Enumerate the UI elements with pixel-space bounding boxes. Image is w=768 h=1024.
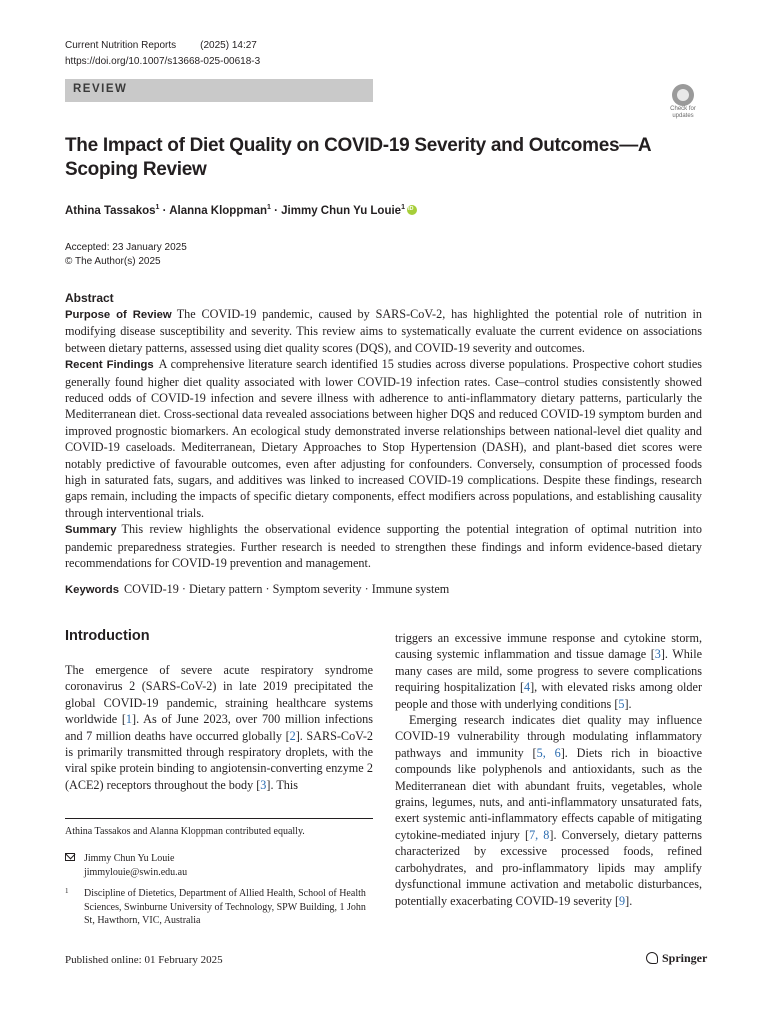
abstract-summary-text: This review highlights the observational evidence supporting the potential integration of optimal nutrition into pandemic preparedness strategies. Further research is needed to strengthen these findings and inform evidence-based dietary recommendations for COVID-19 prevention and management. bbox=[65, 522, 702, 571]
affiliation-note bbox=[65, 887, 374, 928]
footnote-divider bbox=[65, 818, 373, 819]
publisher-name: Springer bbox=[662, 951, 708, 965]
keywords bbox=[65, 582, 449, 597]
author-affiliation-mark: 1 bbox=[155, 204, 160, 211]
abstract-summary-label: Summary bbox=[65, 524, 117, 537]
accepted-date: Accepted: 23 January 2025 bbox=[65, 242, 187, 253]
orcid-icon[interactable] bbox=[407, 205, 417, 215]
text-run: ]. bbox=[624, 696, 632, 711]
citation-link[interactable]: 9 bbox=[619, 893, 626, 908]
abstract-purpose-text: The COVID-19 pandemic, caused by SARS-CoV-2, has highlighted the potential role of nutrition in modifying disease susceptibility and severity. This review aims to systematically evaluate the current evidence on associations between dietary patterns, assessed using diet quality scores (DQS), and COVID-19 severity and outcomes. bbox=[65, 307, 703, 355]
article-dates bbox=[65, 241, 187, 269]
author-name[interactable]: Athina Tassakos bbox=[65, 204, 156, 217]
corresponding-author-name: Jimmy Chun Yu Louie bbox=[84, 853, 175, 864]
copyright-notice: © The Author(s) 2025 bbox=[65, 256, 161, 267]
journal-volume: (2025) 14:27 bbox=[200, 40, 257, 51]
text-run: ], with elevated risks among older people and those with underlying conditions [ bbox=[395, 680, 702, 711]
author-affiliation-mark: 1 bbox=[401, 204, 405, 211]
journal-line bbox=[65, 40, 257, 51]
corresponding-author bbox=[65, 852, 187, 880]
article-title: The Impact of Diet Quality on COVID-19 Severity and Outcomes—A Scoping Review bbox=[65, 135, 651, 180]
intro-paragraph bbox=[395, 712, 702, 909]
abstract-body bbox=[65, 306, 702, 572]
check-for-updates-badge[interactable] bbox=[665, 84, 701, 122]
introduction-heading: Introduction bbox=[65, 628, 150, 644]
author-name[interactable]: Alanna Kloppman bbox=[169, 204, 268, 217]
abstract-purpose-label: Purpose of Review bbox=[65, 309, 172, 321]
check-updates-label: Check for updates bbox=[670, 106, 696, 119]
citation-link[interactable]: 3 bbox=[654, 647, 661, 662]
journal-name: Current Nutrition Reports bbox=[65, 40, 177, 51]
publisher-logo bbox=[646, 951, 707, 966]
keywords-text: COVID-19 · Dietary pattern · Symptom severity · Immune system bbox=[124, 582, 450, 596]
text-run: ]. SARS-CoV-2 is primarily transmitted through respiratory droplets, with the viral spike protein binding to angiotensin-converting enzyme 2 (ACE2) receptors throughout the body [ bbox=[65, 728, 373, 792]
published-online-date: Published online: 01 February 2025 bbox=[65, 954, 223, 966]
abstract-findings-label: Recent Findings bbox=[65, 359, 154, 372]
abstract-heading: Abstract bbox=[65, 291, 114, 305]
citation-link[interactable]: 4 bbox=[524, 680, 531, 695]
author-list bbox=[65, 204, 417, 217]
article-type-banner bbox=[65, 79, 373, 102]
intro-left-column bbox=[65, 662, 373, 793]
citation-link[interactable]: 5, 6 bbox=[536, 745, 561, 760]
text-run: ]. Conversely, dietary patterns characterized by excessive processed foods, refined carbohydrates, and pro-inflammatory lipids may amplify dysfunctional immune activation and metabolic disturbances, potentially exacerbating COVID-19 severity [ bbox=[395, 827, 702, 908]
intro-paragraph bbox=[395, 630, 702, 712]
affiliation-number: 1 bbox=[65, 887, 69, 895]
text-run: ]. Diets rich in bioactive compounds like polyphenols and antioxidants, such as the Mediterranean diet with abundant fruits, vegetables, whole grains, legumes, nuts, and anti-inflammatory unsaturated fats, exert systemic anti-inflammatory effects capable of mitigating cytokine-mediated injury [ bbox=[395, 745, 702, 842]
affiliation-text: Discipline of Dietetics, Department of Allied Health, School of Health Sciences, Swinburne University of Technology, SPW Building, 1 John St, Hawthorn, VIC, Australia bbox=[84, 888, 366, 926]
text-run: triggers an excessive immune response and cytokine storm, causing systemic inflammation and tissue damage [ bbox=[395, 631, 702, 662]
intro-paragraph bbox=[65, 662, 373, 793]
envelope-icon bbox=[65, 853, 75, 861]
author-name[interactable]: Jimmy Chun Yu Louie bbox=[281, 204, 402, 217]
text-run: ]. As of June 2023, over 700 million infections and 7 million deaths have occurred globally [ bbox=[65, 712, 373, 743]
check-updates-icon bbox=[672, 84, 694, 106]
abstract-summary bbox=[65, 521, 702, 571]
article-type-label: REVIEW bbox=[73, 83, 128, 95]
equal-contribution-note: Athina Tassakos and Alanna Kloppman contributed equally. bbox=[65, 826, 305, 837]
citation-link[interactable]: 1 bbox=[125, 712, 133, 727]
author-separator: · bbox=[159, 204, 170, 217]
author-separator: · bbox=[270, 204, 282, 217]
springer-horse-icon bbox=[646, 952, 658, 964]
citation-link[interactable]: 2 bbox=[289, 728, 296, 743]
corresponding-author-email[interactable]: jimmylouie@swin.edu.au bbox=[84, 867, 188, 878]
text-run: The emergence of severe acute respiratory syndrome coronavirus 2 (SARS-CoV-2) in late 2019 precipitated the global COVID-19 pandemic, straining healthcare systems worldwide [ bbox=[65, 663, 373, 727]
intro-right-column bbox=[395, 630, 702, 909]
citation-link[interactable]: 3 bbox=[260, 777, 267, 792]
abstract-purpose bbox=[65, 306, 702, 356]
abstract-findings-text: A comprehensive literature search identified 15 studies across diverse populations. Prospective cohort studies generally found higher diet quality associated with lower COVID-19 infection rates. Case–control studies consistently showed reduced odds of COVID-19 infection and severe illness with adherence to anti-inflammatory dietary patterns, particularly the Mediterranean diet. Cross-sectional data revealed associations between higher DQS and reduced COVID-19 symptom burden and improved prognostic biomarkers. An ecological study demonstrated inverse relationships between national-level diet quality and COVID-19 caseloads. Mediterranean, Dietary Approaches to Stop Hypertension (DASH), and plant-based diet scores were notably predictive of favourable outcomes, even after adjusting for confounders. Conversely, consumption of processed foods high in saturated fats, sugars, and additives was linked to increased COVID-19 complications. Despite these findings, research gaps remain, including the impacts of specific dietary components, effect modifiers across populations, and establishing causality through interventional trials. bbox=[65, 357, 702, 520]
abstract-findings bbox=[65, 356, 702, 521]
doi-link[interactable]: https://doi.org/10.1007/s13668-025-00618-3 bbox=[65, 56, 261, 67]
text-run: ]. bbox=[625, 893, 633, 908]
text-run: ]. While many cases are mild, some progress to severe complications requiring hospitalization [ bbox=[395, 647, 702, 695]
author-affiliation-mark: 1 bbox=[267, 204, 271, 211]
citation-link[interactable]: 5 bbox=[618, 696, 625, 711]
text-run: ]. This bbox=[266, 777, 298, 792]
citation-link[interactable]: 7, 8 bbox=[529, 827, 550, 842]
text-run: Emerging research indicates diet quality may influence COVID-19 vulnerability through modulating inflammatory pathways and immunity [ bbox=[395, 713, 702, 760]
keywords-label: Keywords bbox=[65, 584, 119, 596]
